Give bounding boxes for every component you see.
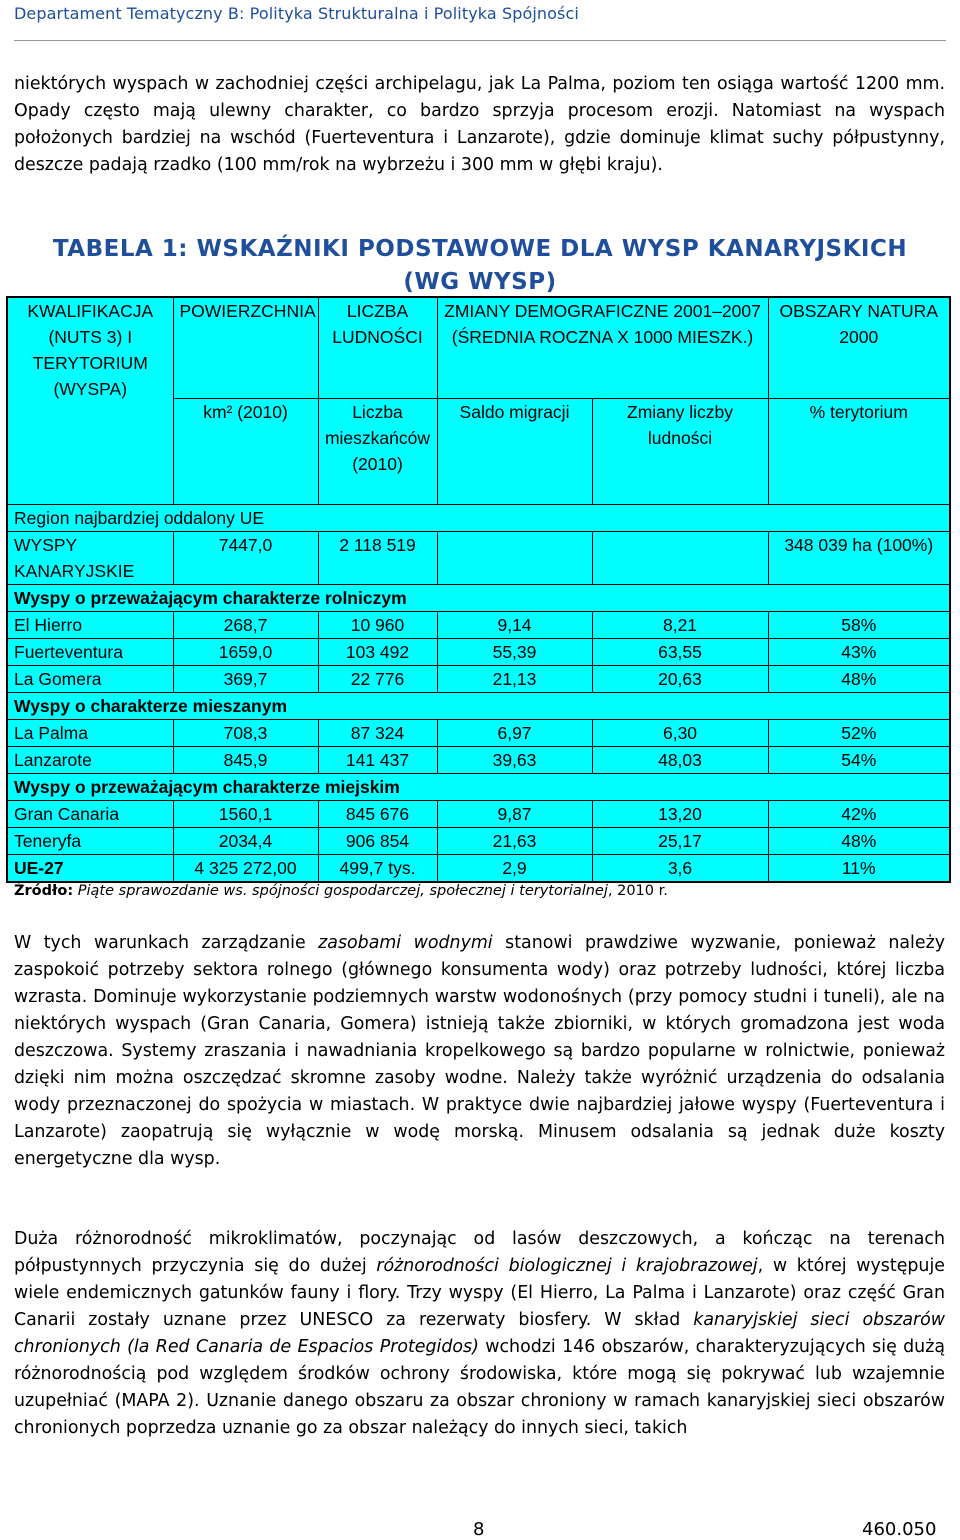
cell-population: 499,7 tys. [318,855,437,883]
cell-area: 4 325 272,00 [173,855,318,883]
cell-migration: 55,39 [437,639,592,666]
cell-population: 906 854 [318,828,437,855]
header-population: LICZBA LUDNOŚCI [318,297,437,399]
source-title: Piąte sprawozdanie ws. spójności gospodarczej, społecznej i terytorialnej [77,883,608,899]
cell-natura: 42% [768,801,950,828]
cell-area: 845,9 [173,747,318,774]
paragraph-3-text-a: Duża różnorodność mikroklimatów, poczynając od lasów deszczowych, a kończąc na terenach półpustynnych przyczynia się do dużej [14,1229,945,1276]
cell-pop-change: 25,17 [592,828,768,855]
document-id: 460.050 [862,1519,937,1540]
cell-population: 141 437 [318,747,437,774]
cell-pop-change: 20,63 [592,666,768,693]
cell-name: La Gomera [7,666,173,693]
cell-area: 2034,4 [173,828,318,855]
paragraph-2-text-b: stanowi prawdziwe wyzwanie, ponieważ należy zaspokoić potrzeby sektora rolnego (głównego konsumenta wody) oraz potrzeby ludności, której liczba wzrasta. Dominuje wykorzystanie podziemnych warstw wodonośnych (przy pomocy studni i tuneli), ale na niektórych wyspach (Gran Canaria, Gomera) istnieją także zbiorniki, w których gromadzona jest woda deszczowa. Systemy zraszania i nawadniania kropelkowego są bardzo popularne w rolnictwie, ponieważ dzięki nim można oszczędzać skromne zasoby wodne. Należy także wyróżnić urządzenia do odsalania wody przeznaczonej do spożycia w miastach. W praktyce dwie najbardziej jałowe wyspy (Fuerteventura i Lanzarote) zaopatrują się wyłącznie w wodę morską. Minusem odsalania są jednak duże koszty energetyczne dla wysp. [14,933,945,1169]
cell-area: 708,3 [173,720,318,747]
paragraph-3-italic-2: kanaryjskiej sieci obszarów chronionych (la Red Canaria de Espacios Protegidos) [14,1310,945,1357]
table-title [0,233,960,299]
cell-name: El Hierro [7,612,173,639]
table-row [7,639,950,666]
cell-name: WYSPY KANARYJSKIE [7,532,173,585]
subheader-pop-change: Zmiany liczby ludności [592,399,768,505]
cell-natura: 11% [768,855,950,883]
subheader-migration: Saldo migracji [437,399,592,505]
cell-pop-change: 63,55 [592,639,768,666]
header-area: POWIERZCHNIA [173,297,318,399]
subheader-territory-pct: % terytorium [768,399,950,505]
cell-area: 268,7 [173,612,318,639]
paragraph-2-italic: zasobami wodnymi [318,933,493,953]
paragraph-1-text: niektórych wyspach w zachodniej części archipelagu, jak La Palma, poziom ten osiąga wartość 1200 mm. Opady często mają ulewny charakter, co bardzo sprzyja procesom erozji. Natomiast na wyspach położonych bardziej na wschód (Fuerteventura i Lanzarote), gdzie dominuje klimat suchy półpustynny, deszcze padają rzadko (100 mm/rok na wybrzeżu i 300 mm w głębi kraju). [14,74,945,175]
cell-area: 369,7 [173,666,318,693]
cell-migration: 2,9 [437,855,592,883]
cell-natura: 58% [768,612,950,639]
cell-population: 2 118 519 [318,532,437,585]
cell-natura: 348 039 ha (100%) [768,532,950,585]
cell-area: 7447,0 [173,532,318,585]
page-number: 8 [473,1519,485,1540]
cell-pop-change: 13,20 [592,801,768,828]
cell-name: La Palma [7,720,173,747]
paragraph-2 [14,930,945,1173]
cell-name: Fuerteventura [7,639,173,666]
table-row [7,532,950,585]
table-row-eu [7,855,950,883]
table-source-note [14,883,668,899]
table-row [7,828,950,855]
cell-natura: 52% [768,720,950,747]
subheader-area-unit: km² (2010) [173,399,318,505]
cell-natura: 48% [768,828,950,855]
header-qualification: KWALIFIKACJA (NUTS 3) I TERYTORIUM (WYSPA) [7,297,173,505]
paragraph-1 [14,71,945,179]
page-header-title: Departament Tematyczny B: Polityka Strukturalna i Polityka Spójności [14,4,579,23]
cell-population: 87 324 [318,720,437,747]
table-title-line-1: TABELA 1: WSKAŹNIKI PODSTAWOWE DLA WYSP KANARYJSKICH [52,236,908,262]
cell-migration: 39,63 [437,747,592,774]
cell-name: Lanzarote [7,747,173,774]
section-row-remote [7,505,950,532]
header-divider [14,40,946,41]
cell-name: Gran Canaria [7,801,173,828]
cell-pop-change: 8,21 [592,612,768,639]
header-natura: OBSZARY NATURA 2000 [768,297,950,399]
section-mixed-label: Wyspy o charakterze mieszanym [7,693,950,720]
section-remote-label: Region najbardziej oddalony UE [7,505,950,532]
cell-natura: 54% [768,747,950,774]
cell-migration: 21,63 [437,828,592,855]
cell-migration: 21,13 [437,666,592,693]
subheader-population: Liczba mieszkańców (2010) [318,399,437,505]
cell-population: 103 492 [318,639,437,666]
cell-migration: 9,14 [437,612,592,639]
table-row [7,801,950,828]
section-row-mixed [7,693,950,720]
section-urban-label: Wyspy o przeważającym charakterze miejskim [7,774,950,801]
table-row [7,666,950,693]
paragraph-2-text-a: W tych warunkach zarządzanie [14,933,319,953]
table-row [7,747,950,774]
section-row-rural [7,585,950,612]
cell-migration: 6,97 [437,720,592,747]
paragraph-3-text-b: , w której występuje wiele endemicznych gatunków fauny i flory. Trzy wyspy (El Hierro, La Palma i Lanzarote) oraz część Gran Canarii zostały uznane przez UNESCO za rezerwaty biosfery. W skład [14,1256,945,1330]
cell-pop-change: 3,6 [592,855,768,883]
section-rural-label: Wyspy o przeważającym charakterze rolniczym [7,585,950,612]
source-tail: , 2010 r. [607,883,668,899]
cell-population: 22 776 [318,666,437,693]
table-title-line-2: (WG WYSP) [403,269,557,295]
table-row [7,720,950,747]
cell-pop-change: 48,03 [592,747,768,774]
header-demographic-changes: ZMIANY DEMOGRAFICZNE 2001–2007 (ŚREDNIA ROCZNA X 1000 MIESZK.) [437,297,768,399]
source-label: Źródło: [14,883,74,899]
cell-area: 1560,1 [173,801,318,828]
cell-pop-change [592,532,768,585]
indicators-table [6,296,951,883]
cell-name: UE-27 [7,855,173,883]
cell-population: 10 960 [318,612,437,639]
cell-name: Teneryfa [7,828,173,855]
table-header-row-1 [7,297,950,399]
cell-population: 845 676 [318,801,437,828]
section-row-urban [7,774,950,801]
paragraph-3-italic-1: różnorodności biologicznej i krajobrazowej [376,1256,758,1276]
cell-migration [437,532,592,585]
paragraph-3 [14,1226,945,1442]
cell-natura: 48% [768,666,950,693]
cell-pop-change: 6,30 [592,720,768,747]
table-row [7,612,950,639]
paragraph-3-text-c: wchodzi 146 obszarów, charakteryzujących się dużą różnorodnością pod względem środków ochrony środowiska, które mogą się pokrywać lub wzajemnie uzupełniać (MAPA 2). Uznanie danego obszaru za obszar chroniony w ramach kanaryjskiej sieci obszarów chronionych poprzedza uznanie go za obszar należący do innych sieci, takich [14,1337,945,1438]
cell-natura: 43% [768,639,950,666]
cell-migration: 9,87 [437,801,592,828]
cell-area: 1659,0 [173,639,318,666]
